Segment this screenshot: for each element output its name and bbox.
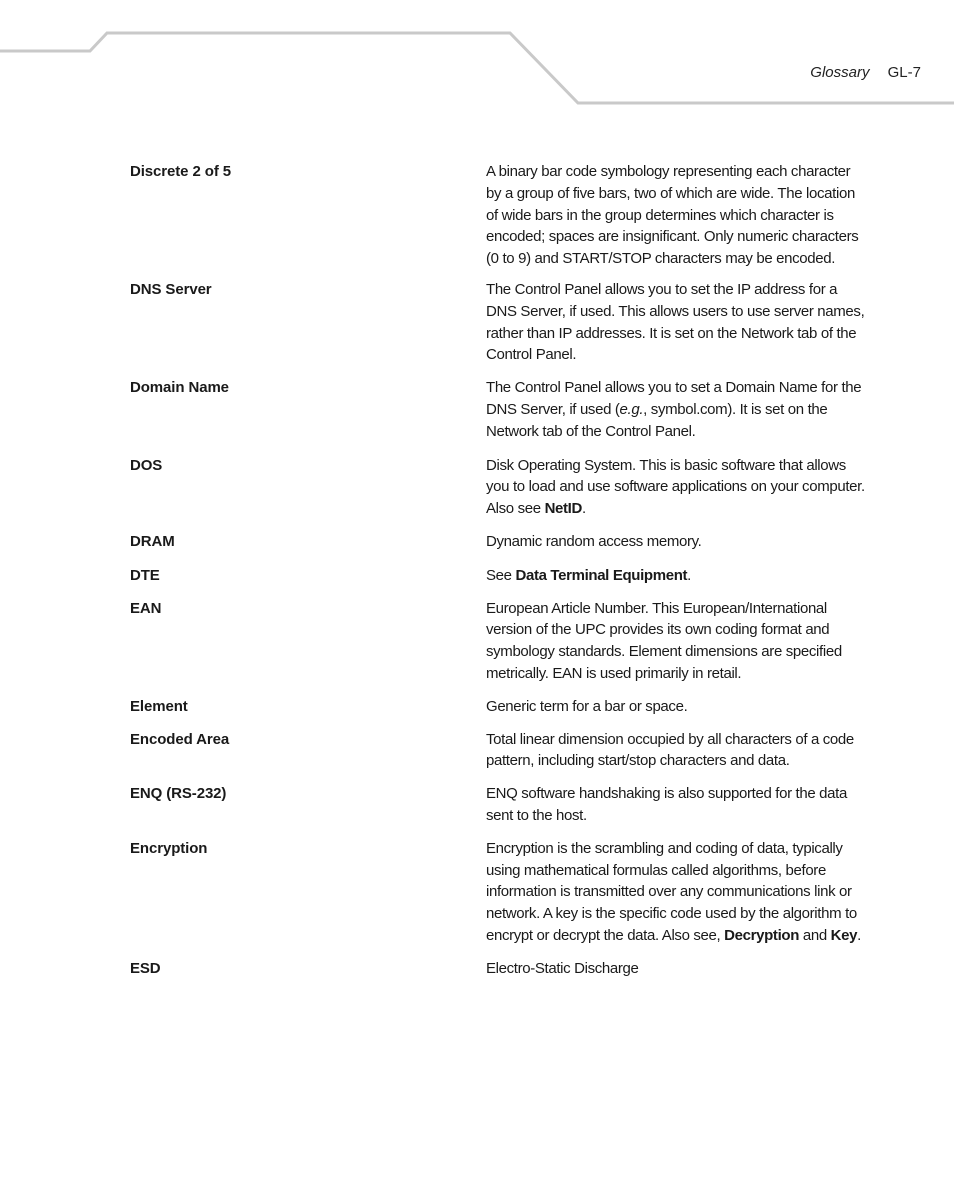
definition-text: e.g. — [619, 400, 644, 418]
header-section-title: Glossary — [810, 64, 870, 81]
definition-text: . — [687, 566, 691, 584]
glossary-entry — [130, 531, 870, 553]
glossary-term: Element — [130, 697, 188, 715]
glossary-definition — [486, 161, 866, 270]
glossary-entry — [130, 377, 870, 442]
definition-text: Dynamic random access memory. — [486, 532, 702, 550]
glossary-entry — [130, 455, 870, 520]
glossary-entry — [130, 279, 870, 366]
glossary-definition — [486, 531, 866, 553]
glossary-term: Encoded Area — [130, 730, 230, 748]
glossary-term: Discrete 2 of 5 — [130, 163, 232, 180]
glossary-definition — [486, 729, 866, 773]
definition-text: and — [799, 926, 831, 944]
glossary-definition — [486, 565, 866, 587]
glossary-list — [130, 161, 870, 980]
glossary-entry — [130, 696, 870, 718]
glossary-entry — [130, 838, 870, 947]
glossary-term: EAN — [130, 599, 162, 617]
glossary-term: DTE — [130, 566, 160, 584]
definition-text: See — [486, 566, 516, 584]
definition-text: , symbol.com). It is set on the Network tab of the Control Panel. — [486, 400, 828, 440]
glossary-definition — [486, 377, 866, 442]
glossary-definition — [486, 696, 866, 718]
glossary-term: DRAM — [130, 532, 175, 550]
glossary-term: ENQ (RS-232) — [130, 785, 227, 803]
glossary-entry — [130, 729, 870, 773]
cross-reference: Decryption — [724, 926, 800, 944]
definition-text: . — [581, 500, 586, 518]
running-header — [810, 64, 921, 81]
glossary-term: DOS — [130, 456, 163, 474]
definition-text: Generic term for a bar or space. — [486, 697, 688, 715]
glossary-definition — [486, 279, 866, 366]
definition-text: Encryption is the scrambling and coding of data, typically using mathematical formulas called algorithms, before information is transmitted over any communications link or network. A key is the specific code used by the algorithm to encrypt or decrypt the data. Also see, — [486, 839, 857, 944]
definition-text: A binary bar code symbology representing each character by a group of five bars, two of which are wide. The location of wide bars in the group determines which character is encoded; spaces are insignificant. Only numeric characters (0 to 9) and START/STOP characters may be encoded. — [486, 163, 859, 268]
definition-text: The Control Panel allows you to set the IP address for a DNS Server, if used. This allows users to use server names, rather than IP addresses. It is set on the Network tab of the Control Panel. — [486, 280, 865, 364]
cross-reference: Key — [830, 926, 858, 944]
definition-text: Total linear dimension occupied by all characters of a code pattern, including start/stop characters and data. — [486, 730, 854, 770]
glossary-term: ESD — [130, 959, 161, 977]
glossary-entry — [130, 598, 870, 685]
definition-text: . — [857, 926, 861, 944]
glossary-definition — [486, 598, 866, 685]
definition-text: Electro-Static Discharge — [486, 959, 639, 977]
glossary-entry — [130, 161, 870, 270]
cross-reference: Data Terminal Equipment — [515, 566, 688, 584]
glossary-definition — [486, 783, 866, 827]
definition-text: ENQ software handshaking is also supported for the data sent to the host. — [486, 785, 847, 824]
definition-text: The Control Panel allows you to set a Domain Name for the DNS Server, if used ( — [486, 379, 862, 418]
header-rule-decoration — [0, 0, 954, 110]
glossary-term: Domain Name — [130, 379, 229, 397]
glossary-term: Encryption — [130, 839, 208, 857]
cross-reference: NetID — [544, 500, 582, 518]
glossary-entry — [130, 783, 870, 827]
glossary-definition — [486, 958, 866, 980]
glossary-entry — [130, 958, 870, 980]
definition-text: Disk Operating System. This is basic software that allows you to load and use software applications on your computer. Also see — [486, 456, 865, 518]
glossary-definition — [486, 455, 866, 520]
glossary-definition — [486, 838, 866, 947]
glossary-entry — [130, 565, 870, 587]
glossary-term: DNS Server — [130, 280, 212, 298]
header-page-number: GL-7 — [887, 64, 921, 81]
definition-text: European Article Number. This European/International version of the UPC provides its own coding format and symbology standards. Element dimensions are specified metrically. EAN is used primarily in retail. — [486, 599, 842, 682]
